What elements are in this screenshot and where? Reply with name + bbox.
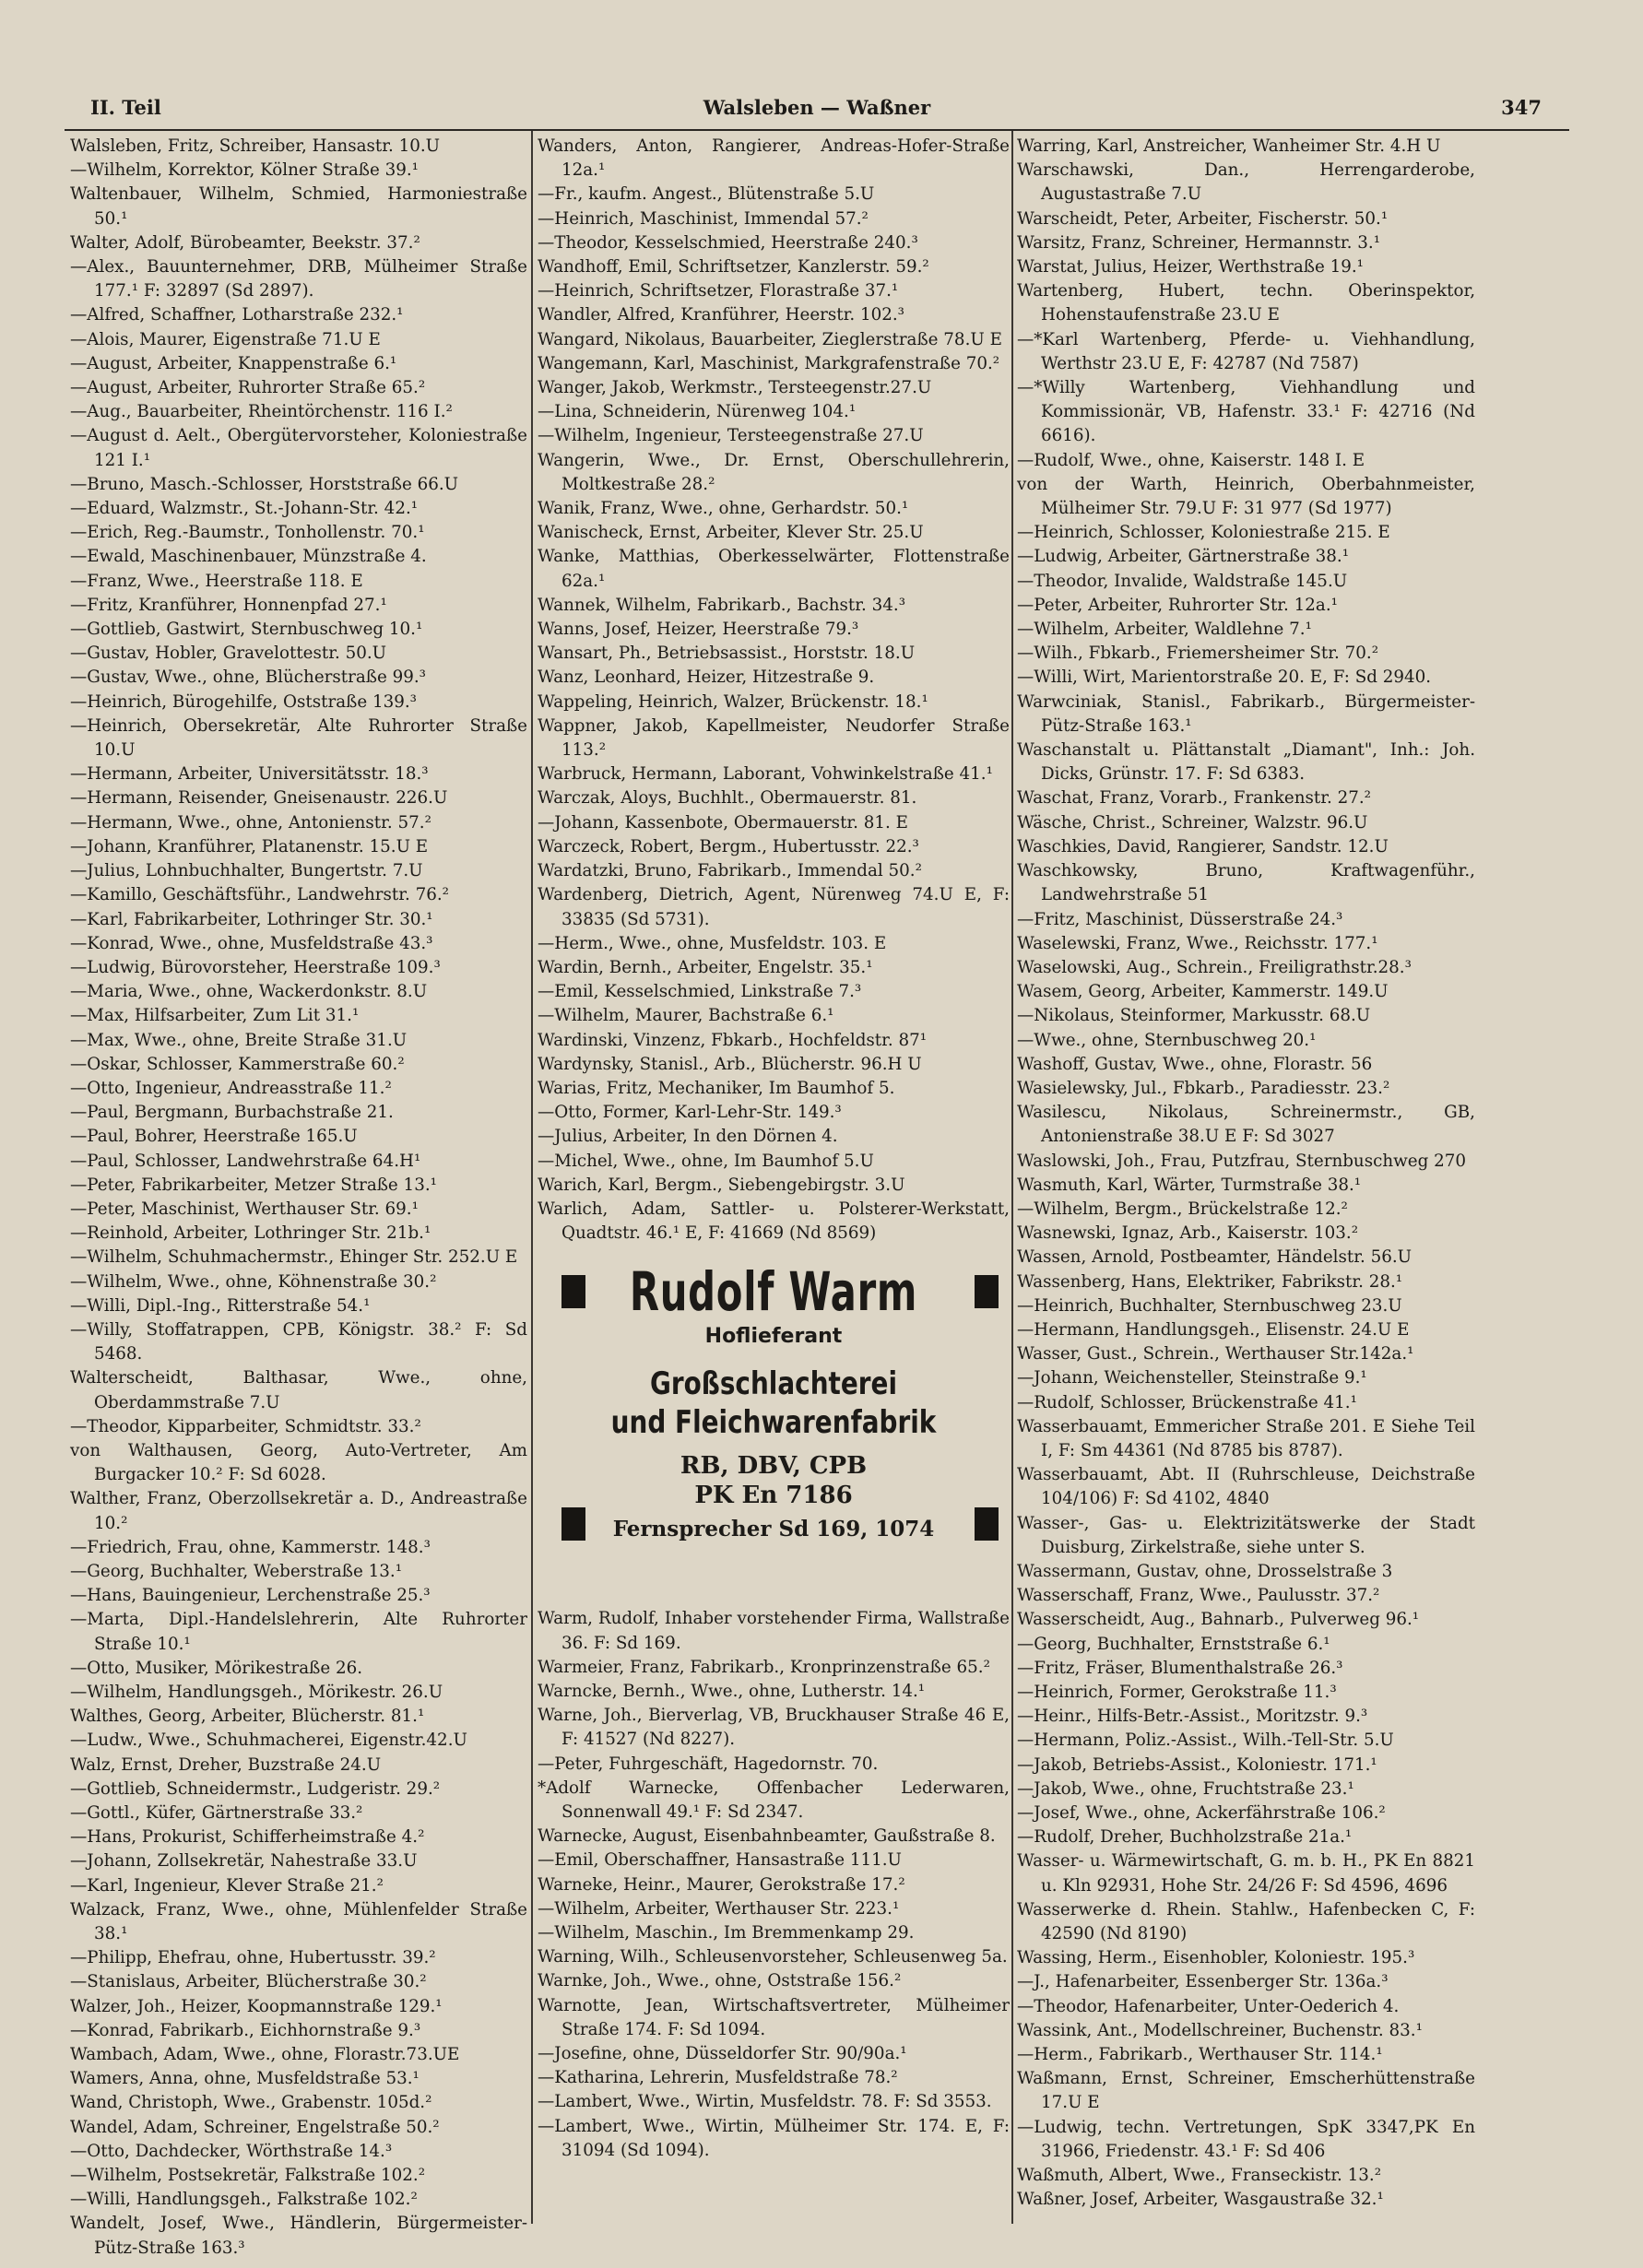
directory-entry: Warlich, Adam, Sattler- u. Polsterer-Werkstatt, Quadtstr. 46.¹ E, F: 41669 (Nd 8569) [538,1199,1010,1244]
directory-entry: Wasielewsky, Jul., Fbkarb., Paradiesstr. 23.² [1017,1078,1390,1098]
directory-entry: —Peter, Maschinist, Werthauser Str. 69.¹ [70,1199,419,1219]
directory-entry: —Lina, Schneiderin, Nürenweg 104.¹ [538,402,857,422]
directory-entry: Warm, Rudolf, Inhaber vorstehender Firma, Wallstraße 36. F: Sd 169. [538,1609,1010,1653]
directory-entry: —Gottl., Küfer, Gärtnerstraße 33.² [70,1803,363,1824]
directory-entry: Warning, Wilh., Schleusenvorsteher, Schleusenweg 5a. [538,1947,1008,1967]
directory-entry: —Reinhold, Arbeiter, Lothringer Str. 21b.¹ [70,1223,431,1244]
directory-entry: —August d. Aelt., Obergütervorsteher, Koloniestraße 121 I.¹ [70,426,527,470]
directory-entry: Washoff, Gustav, Wwe., ohne, Florastr. 56 [1017,1054,1373,1074]
directory-entry: —Wilhelm, Wwe., ohne, Köhnenstraße 30.² [70,1271,437,1292]
directory-entry: —Willi, Dipl.-Ing., Ritterstraße 54.¹ [70,1295,371,1316]
directory-entry: Waselowski, Aug., Schrein., Freiligrathstr.28.³ [1017,957,1412,977]
directory-entry: —Karl, Fabrikarbeiter, Lothringer Str. 30.¹ [70,909,433,929]
directory-entry: —Paul, Schlosser, Landwehrstraße 64.H¹ [70,1151,421,1171]
directory-entry: Warmeier, Franz, Fabrikarb., Kronprinzenstraße 65.² [538,1657,990,1677]
directory-entry: —Fr., kaufm. Angest., Blütenstraße 5.U [538,184,875,205]
directory-entry: —Max, Wwe., ohne, Breite Straße 31.U [70,1030,408,1050]
directory-entry: —Aug., Bauarbeiter, Rheintörchenstr. 116 I.² [70,402,453,422]
ad-line: und Fleichwarenfabrik [610,1403,937,1441]
directory-entry: —August, Arbeiter, Ruhrorter Straße 65.² [70,378,426,398]
directory-entry: —Alfred, Schaffner, Lotharstraße 232.¹ [70,305,404,325]
directory-entry: —Wilhelm, Korrektor, Kölner Straße 39.¹ [70,160,420,181]
directory-entry: Wanz, Leonhard, Heizer, Hitzestraße 9. [538,667,875,688]
page-number: 347 [1501,96,1542,119]
ad-corner-block [561,1275,585,1308]
directory-entry: —Wilhelm, Maurer, Bachstraße 6.¹ [538,1006,834,1026]
directory-entry: Walz, Ernst, Dreher, Buzstraße 24.U [70,1754,382,1775]
directory-entry: —Gustav, Hobler, Gravelottestr. 50.U [70,644,387,664]
directory-entry: —Konrad, Wwe., ohne, Musfeldstraße 43.³ [70,933,433,953]
directory-entry: Waschkies, David, Rangierer, Sandstr. 12.U [1017,836,1389,856]
directory-entry: —Paul, Bergmann, Burbachstraße 21. [70,1103,394,1123]
directory-entry: Wasmuth, Karl, Wärter, Turmstraße 38.¹ [1017,1175,1362,1195]
directory-entry: —Lambert, Wwe., Wirtin, Musfeldstr. 78. F: Sd 3553. [538,2092,992,2112]
directory-entry: —Wwe., ohne, Sternbuschweg 20.¹ [1017,1030,1317,1050]
directory-entry: Wansart, Ph., Betriebsassist., Horststr. 18.U [538,644,916,664]
directory-entry: Wasserwerke d. Rhein. Stahlw., Hafenbecken C, F: 42590 (Nd 8190) [1017,1899,1475,1944]
directory-entry: von der Warth, Heinrich, Oberbahnmeister, Mülheimer Str. 79.U F: 31 977 (Sd 1977) [1017,474,1475,519]
directory-entry: —Theodor, Kipparbeiter, Schmidtstr. 33.² [70,1416,421,1436]
directory-entry: —Willy, Stoffatrappen, CPB, Königstr. 38.² F: Sd 5468. [70,1319,527,1364]
directory-entry: —Rudolf, Schlosser, Brückenstraße 41.¹ [1017,1392,1357,1412]
directory-entry: Warczak, Aloys, Buchhlt., Obermauerstr. 81. [538,788,917,809]
directory-entry: —Heinrich, Schlosser, Koloniestraße 215. E [1017,523,1390,543]
directory-entry: Wasserschaff, Franz, Wwe., Paulusstr. 37.² [1017,1586,1380,1606]
directory-entry: Wasserscheidt, Aug., Bahnarb., Pulverweg 96.¹ [1017,1610,1420,1630]
directory-entry: Wamers, Anna, ohne, Musfeldstraße 53.¹ [70,2069,420,2089]
directory-entry: —Johann, Weichensteller, Steinstraße 9.¹ [1017,1368,1367,1388]
directory-entry: —Otto, Former, Karl-Lehr-Str. 149.³ [538,1103,842,1123]
directory-entry: Waslowski, Joh., Frau, Putzfrau, Sternbuschweg 270 [1017,1151,1466,1171]
directory-entry: —Gustav, Wwe., ohne, Blücherstraße 99.³ [70,667,426,688]
entry-list [1017,135,1475,2212]
directory-entry: Wassen, Arnold, Postbeamter, Händelstr. 56.U [1017,1247,1413,1268]
directory-entry: Walther, Franz, Oberzollsekretär a. D., Andreastraße 10.² [70,1489,527,1533]
directory-entry: Waschanstalt u. Plättanstalt „Diamant", Inh.: Joh. Dicks, Grünstr. 17. F: Sd 6383. [1017,740,1475,785]
directory-entry: —Alex., Bauunternehmer, DRB, Mülheimer Straße 177.¹ F: 32897 (Sd 2897). [70,257,527,301]
ad-subtitle: Hoflieferant [704,1325,843,1349]
directory-entry: Warnke, Joh., Wwe., ohne, Oststraße 156.² [538,1971,902,1991]
column-divider [531,131,533,2224]
directory-entry: —Heinrich, Obersekretär, Alte Ruhrorter Straße 10.U [70,715,527,761]
directory-entry: —Theodor, Invalide, Waldstraße 145.U [1017,571,1348,591]
directory-entry: Wartenberg, Hubert, techn. Oberinspektor, Hohenstaufenstraße 23.U E [1017,281,1475,325]
directory-entry: Wasem, Georg, Arbeiter, Kammerstr. 149.U [1017,982,1389,1002]
directory-entry: —Nikolaus, Steinformer, Markusstr. 68.U [1017,1006,1371,1026]
directory-entry: —Ludw., Wwe., Schuhmacherei, Eigenstr.42.U [70,1731,467,1751]
column-divider [1011,131,1013,2224]
directory-entry: Wandler, Alfred, Kranführer, Heerstr. 102.³ [538,305,905,325]
directory-entry: —Hans, Bauingenieur, Lerchenstraße 25.³ [70,1586,431,1606]
directory-entry: —Alois, Maurer, Eigenstraße 71.U E [70,329,381,349]
directory-entry: —Julius, Arbeiter, In den Dörnen 4. [538,1127,838,1147]
ad-corner-block [975,1507,999,1541]
column-2 [538,135,1010,2227]
directory-entry: —Herm., Fabrikarb., Werthauser Str. 114.¹ [1017,2045,1383,2065]
directory-entry: Walterscheidt, Balthasar, Wwe., ohne, Oberdammstraße 7.U [70,1368,527,1412]
directory-entry: Wangard, Nikolaus, Bauarbeiter, Zieglerstraße 78.U E [538,329,1002,349]
directory-entry: —August, Arbeiter, Knappenstraße 6.¹ [70,353,397,373]
directory-entry: —Ludwig, techn. Vertretungen, SpK 3347,PK En 31966, Friedenstr. 43.¹ F: Sd 406 [1017,2117,1475,2161]
directory-entry: Walter, Adolf, Bürobeamter, Beekstr. 37.² [70,232,420,253]
directory-entry: Waltenbauer, Wilhelm, Schmied, Harmoniestraße 50.¹ [70,184,527,229]
directory-entry: —J., Hafenarbeiter, Essenberger Str. 136a.³ [1017,1972,1389,1992]
directory-entry: —Otto, Musiker, Mörikestraße 26. [70,1658,363,1678]
directory-entry: —Georg, Buchhalter, Weberstraße 13.¹ [70,1561,403,1581]
directory-entry: Wand, Christoph, Wwe., Grabenstr. 105d.² [70,2093,432,2113]
directory-entry: *Adolf Warnecke, Offenbacher Lederwaren, Sonnenwall 49.¹ F: Sd 2347. [538,1778,1010,1822]
directory-entry: —Peter, Fuhrgeschäft, Hagedornstr. 70. [538,1754,879,1774]
directory-entry: —Georg, Buchhalter, Ernststraße 6.¹ [1017,1634,1330,1654]
directory-entry: —Wilhelm, Maschin., Im Bremmenkamp 29. [538,1922,915,1943]
directory-entry: Wassermann, Gustav, ohne, Drosselstraße 3 [1017,1561,1393,1581]
directory-entry: —Gottlieb, Schneidermstr., Ludgeristr. 29.² [70,1778,441,1799]
directory-entry: —Theodor, Kesselschmied, Heerstraße 240.³ [538,232,918,253]
directory-entry: Warwciniak, Stanisl., Fabrikarb., Bürgermeister-Pütz-Straße 163.¹ [1017,691,1475,736]
directory-entry: Wäsche, Christ., Schreiner, Walzstr. 96.U [1017,812,1368,833]
directory-entry: —Jakob, Betriebs-Assist., Koloniestr. 171.¹ [1017,1754,1377,1775]
advertisement [538,1262,1010,1594]
directory-entry: —Willi, Wirt, Marientorstraße 20. E, F: Sd 2940. [1017,667,1432,688]
directory-entry: Waßmuth, Albert, Wwe., Franseckistr. 13.² [1017,2166,1382,2186]
directory-entry: Wanischeck, Ernst, Arbeiter, Klever Str. 25.U [538,523,924,543]
directory-entry: Warsitz, Franz, Schreiner, Hermannstr. 3.¹ [1017,232,1381,253]
directory-entry: Warstat, Julius, Heizer, Werthstraße 19.¹ [1017,257,1365,278]
directory-entry: Walsleben, Fritz, Schreiber, Hansastr. 10.U [70,136,441,156]
directory-entry: —Konrad, Fabrikarb., Eichhornstraße 9.³ [70,2020,421,2040]
directory-entry: Wangemann, Karl, Maschinist, Markgrafenstraße 70.² [538,353,1000,373]
directory-entry: Waschkowsky, Bruno, Kraftwagenführ., Landwehrstraße 51 [1017,861,1475,905]
directory-entry: Walthes, Georg, Arbeiter, Blücherstr. 81.¹ [70,1707,425,1727]
ad-company-name: Rudolf Warm [629,1260,918,1324]
directory-entry: —Franz, Wwe., Heerstraße 118. E [70,571,363,591]
entry-list [538,1607,1010,2163]
directory-entry: Wangerin, Wwe., Dr. Ernst, Oberschullehrerin, Moltkestraße 28.² [538,450,1010,494]
running-title: Walsleben — Waßner [703,96,931,119]
directory-entry: —Otto, Ingenieur, Andreasstraße 11.² [70,1078,392,1098]
directory-entry: Wambach, Adam, Wwe., ohne, Florastr.73.UE [70,2045,460,2065]
section-label: II. Teil [90,96,161,119]
directory-entry: Warneke, Heinr., Maurer, Gerokstraße 17.² [538,1874,905,1895]
directory-entry: —Josef, Wwe., ohne, Ackerfährstraße 106.² [1017,1803,1386,1824]
directory-entry: Wassink, Ant., Modellschreiner, Buchenstr. 83.¹ [1017,2020,1423,2040]
directory-entry: Wappner, Jakob, Kapellmeister, Neudorfer Straße 113.² [538,715,1010,761]
directory-entry: Warbruck, Hermann, Laborant, Vohwinkelstraße 41.¹ [538,764,993,785]
directory-entry: —Lambert, Wwe., Wirtin, Mülheimer Str. 174. E, F: 31094 (Sd 1094). [538,2116,1010,2160]
directory-entry: Wasilescu, Nikolaus, Schreinermstr., GB, Antonienstraße 38.U E F: Sd 3027 [1017,1103,1475,1147]
directory-entry: —Jakob, Wwe., ohne, Fruchtstraße 23.¹ [1017,1778,1354,1799]
directory-entry: —Gottlieb, Gastwirt, Sternbuschweg 10.¹ [70,620,423,640]
directory-entry: —Ludwig, Arbeiter, Gärtnerstraße 38.¹ [1017,547,1350,567]
directory-entry: —Bruno, Masch.-Schlosser, Horststraße 66.U [70,474,459,494]
directory-entry: Wasserbauamt, Abt. II (Ruhrschleuse, Deichstraße 104/106) F: Sd 4102, 4840 [1017,1465,1475,1509]
directory-entry: Wasser, Gust., Schrein., Werthauser Str.142a.¹ [1017,1344,1414,1364]
directory-entry: —Julius, Lohnbuchhalter, Bungertstr. 7.U [70,861,423,881]
directory-entry: Warnotte, Jean, Wirtschaftsvertreter, Mülheimer Straße 174. F: Sd 1094. [538,1995,1010,2039]
ad-phone: Fernsprecher Sd 169, 1074 [612,1516,935,1542]
directory-entry: —Rudolf, Wwe., ohne, Kaiserstr. 148 I. E [1017,450,1365,470]
ad-corner-block [975,1275,999,1308]
directory-entry: —Peter, Arbeiter, Ruhrorter Str. 12a.¹ [1017,595,1338,615]
directory-entry: —Willi, Handlungsgeh., Falkstraße 102.² [70,2190,418,2210]
directory-entry: Wandelt, Josef, Wwe., Händlerin, Bürgermeister-Pütz-Straße 163.³ [70,2214,527,2258]
directory-entry: —Wilhelm, Handlungsgeh., Mörikestr. 26.U [70,1683,443,1702]
directory-entry: Warring, Karl, Anstreicher, Wanheimer Str. 4.H U [1017,136,1441,156]
directory-entry: Wasserbauamt, Emmericher Straße 201. E Siehe Teil I, F: Sm 44361 (Nd 8785 bis 8787). [1017,1416,1475,1460]
directory-entry: Wassenberg, Hans, Elektriker, Fabrikstr. 28.¹ [1017,1271,1403,1292]
directory-entry: —Paul, Bohrer, Heerstraße 165.U [70,1127,358,1147]
directory-entry: —Heinr., Hilfs-Betr.-Assist., Moritzstr. 9.³ [1017,1707,1368,1727]
column-3 [1017,135,1475,2227]
ad-corner-block [561,1507,585,1541]
directory-entry: —Friedrich, Frau, ohne, Kammerstr. 148.³ [70,1537,431,1557]
directory-entry: Wardatzki, Bruno, Fabrikarb., Immendal 50.² [538,861,922,881]
directory-entry: —Karl, Ingenieur, Klever Straße 21.² [70,1875,384,1896]
directory-entry: —*Karl Wartenberg, Pferde- u. Viehhandlung, Werthstr 23.U E, F: 42787 (Nd 7587) [1017,329,1475,373]
directory-entry: Warschawski, Dan., Herrengarderobe, Augustastraße 7.U [1017,160,1475,205]
directory-entry: —Herm., Wwe., ohne, Musfeldstr. 103. E [538,933,887,953]
directory-entry: —Kamillo, Geschäftsführ., Landwehrstr. 76.² [70,885,450,905]
directory-entry: —Wilhelm, Arbeiter, Waldlehne 7.¹ [1017,620,1312,640]
directory-entry: —Hermann, Reisender, Gneisenaustr. 226.U [70,788,448,809]
directory-entry: Waßmann, Ernst, Schreiner, Emscherhüttenstraße 17.U E [1017,2069,1475,2113]
directory-entry: —Heinrich, Former, Gerokstraße 11.³ [1017,1683,1337,1702]
directory-entry: —Hans, Prokurist, Schifferheimstraße 4.² [70,1827,425,1848]
directory-entry: Wannek, Wilhelm, Fabrikarb., Bachstr. 34.³ [538,595,906,615]
entry-list [70,135,527,2261]
directory-entry: Wandel, Adam, Schreiner, Engelstraße 50.² [70,2117,440,2137]
directory-entry: —Otto, Dachdecker, Wörthstraße 14.³ [70,2141,393,2161]
directory-entry: —Heinrich, Buchhalter, Sternbuschweg 23.U [1017,1295,1402,1316]
directory-entry: Wardinski, Vinzenz, Fbkarb., Hochfeldstr. 87¹ [538,1030,928,1050]
directory-entry: Wardin, Bernh., Arbeiter, Engelstr. 35.¹ [538,957,873,977]
directory-entry: Warne, Joh., Bierverlag, VB, Bruckhauser Straße 46 E, F: 41527 (Nd 8227). [538,1706,1010,1750]
ad-line: RB, DBV, CPB [680,1451,868,1480]
directory-entry: —Rudolf, Dreher, Buchholzstraße 21a.¹ [1017,1827,1353,1848]
directory-entry: —Josefine, ohne, Düsseldorfer Str. 90/90a.¹ [538,2044,907,2063]
directory-entry: —Max, Hilfsarbeiter, Zum Lit 31.¹ [70,1006,360,1026]
directory-entry: —Ewald, Maschinenbauer, Münzstraße 4. [70,547,427,567]
directory-entry: von Walthausen, Georg, Auto-Vertreter, Am Burgacker 10.² F: Sd 6028. [70,1440,527,1485]
directory-entry: —Fritz, Maschinist, Düsserstraße 24.³ [1017,909,1343,929]
directory-entry: Wasser- u. Wärmewirtschaft, G. m. b. H., PK En 8821 u. Kln 92931, Hohe Str. 24/26 F: Sd 4596, 4696 [1017,1851,1475,1896]
directory-entry: —Wilhelm, Arbeiter, Werthauser Str. 223.¹ [538,1898,900,1919]
directory-entry: —Theodor, Hafenarbeiter, Unter-Oederich 4. [1017,1996,1400,2016]
directory-entry: Wanders, Anton, Rangierer, Andreas-Hofer-Straße 12a.¹ [538,136,1010,181]
directory-entry: —Stanislaus, Arbeiter, Blücherstraße 30.² [70,1972,427,1992]
directory-entry: —Wilhelm, Postsekretär, Falkstraße 102.² [70,2166,426,2186]
directory-entry: —Fritz, Fräser, Blumenthalstraße 26.³ [1017,1658,1343,1678]
directory-entry: Wardynsky, Stanisl., Arb., Blücherstr. 96.H U [538,1054,922,1074]
directory-entry: Waschat, Franz, Vorarb., Frankenstr. 27.² [1017,788,1372,809]
directory-entry: Wandhoff, Emil, Schriftsetzer, Kanzlerstr. 59.² [538,257,929,278]
directory-entry: Waselewski, Franz, Wwe., Reichsstr. 177.¹ [1017,933,1378,953]
directory-entry: —Heinrich, Schriftsetzer, Florastraße 37.¹ [538,281,899,301]
directory-entry: Wanns, Josef, Heizer, Heerstraße 79.³ [538,620,859,640]
directory-entry: —Hermann, Handlungsgeh., Elisenstr. 24.U E [1017,1319,1410,1340]
ad-line: Großschlachterei [649,1364,898,1402]
directory-entry: —Wilhelm, Bergm., Brückelstraße 12.² [1017,1199,1348,1219]
directory-entry: Warias, Fritz, Mechaniker, Im Baumhof 5. [538,1078,895,1098]
directory-entry: —Eduard, Walzmstr., St.-Johann-Str. 42.¹ [70,499,419,519]
ad-line: PK En 7186 [694,1481,853,1509]
directory-entry: Wanik, Franz, Wwe., ohne, Gerhardstr. 50.¹ [538,499,909,519]
directory-entry: —Hermann, Wwe., ohne, Antonienstr. 57.² [70,812,431,833]
entry-list [538,135,1010,1246]
directory-entry: —Katharina, Lehrerin, Musfeldstraße 78.² [538,2068,898,2088]
column-1 [70,135,527,2258]
directory-entry: —Emil, Kesselschmied, Linkstraße 7.³ [538,982,862,1002]
directory-entry: —Johann, Kranführer, Platanenstr. 15.U E [70,836,429,856]
directory-entry: Wassing, Herm., Eisenhobler, Koloniestr. 195.³ [1017,1948,1415,1968]
directory-entry: —Johann, Kassenbote, Obermauerstr. 81. E [538,812,908,833]
page-header [65,96,1569,127]
directory-entry: Walzack, Franz, Wwe., ohne, Mühlenfelder Straße 38.¹ [70,1899,527,1944]
directory-entry: Wasnewski, Ignaz, Arb., Kaiserstr. 103.² [1017,1223,1359,1244]
directory-entry: —Philipp, Ehefrau, ohne, Hubertusstr. 39.² [70,1948,436,1968]
directory-entry: —Oskar, Schlosser, Kammerstraße 60.² [70,1054,405,1074]
directory-entry: Walzer, Joh., Heizer, Koopmannstraße 129.¹ [70,1996,443,2016]
directory-entry: —Michel, Wwe., ohne, Im Baumhof 5.U [538,1151,874,1171]
directory-entry: Warczeck, Robert, Bergm., Hubertusstr. 22.³ [538,836,919,856]
directory-entry: —Wilhelm, Schuhmachermstr., Ehinger Str. 252.U E [70,1247,518,1268]
directory-entry: Warich, Karl, Bergm., Siebengebirgstr. 3.U [538,1175,905,1195]
header-rule [65,129,1569,131]
directory-entry: Warncke, Bernh., Wwe., ohne, Lutherstr. 14.¹ [538,1681,926,1701]
directory-entry: —Johann, Zollsekretär, Nahestraße 33.U [70,1851,418,1872]
directory-entry: —Ludwig, Bürovorsteher, Heerstraße 109.³ [70,957,441,977]
directory-entry: —Heinrich, Maschinist, Immendal 57.² [538,208,869,229]
directory-entry: Warnecke, August, Eisenbahnbeamter, Gaußstraße 8. [538,1826,996,1847]
directory-entry: Wanger, Jakob, Werkmstr., Tersteegenstr.27.U [538,378,932,398]
directory-entry: Warscheidt, Peter, Arbeiter, Fischerstr. 50.¹ [1017,208,1389,229]
directory-entry: —Maria, Wwe., ohne, Wackerdonkstr. 8.U [70,982,428,1002]
directory-entry: —Hermann, Arbeiter, Universitätsstr. 18.³ [70,764,429,785]
directory-entry: Wasser-, Gas- u. Elektrizitätswerke der Stadt Duisburg, Zirkelstraße, siehe unter S. [1017,1513,1475,1557]
directory-entry: —Wilh., Fbkarb., Friemersheimer Str. 70.² [1017,644,1379,664]
directory-entry: —Wilhelm, Ingenieur, Tersteegenstraße 27.U [538,426,924,446]
directory-entry: Wardenberg, Dietrich, Agent, Nürenweg 74.U E, F: 33835 (Sd 5731). [538,885,1010,929]
directory-entry: Wappeling, Heinrich, Walzer, Brückenstr. 18.¹ [538,691,928,712]
directory-entry: Waßner, Josef, Arbeiter, Wasgaustraße 32.¹ [1017,2190,1384,2210]
directory-entry: —Peter, Fabrikarbeiter, Metzer Straße 13.¹ [70,1175,437,1195]
directory-entry: —Fritz, Kranführer, Honnenpfad 27.¹ [70,595,387,615]
directory-entry: —Marta, Dipl.-Handelslehrerin, Alte Ruhrorter Straße 10.¹ [70,1610,527,1654]
directory-entry: Wanke, Matthias, Oberkesselwärter, Flottenstraße 62a.¹ [538,547,1010,591]
directory-entry: —Erich, Reg.-Baumstr., Tonhollenstr. 70.¹ [70,523,425,543]
directory-entry: —*Willy Wartenberg, Viehhandlung und Kommissionär, VB, Hafenstr. 33.¹ F: 42716 (Nd 6616). [1017,378,1475,446]
directory-entry: —Hermann, Poliz.-Assist., Wilh.-Tell-Str. 5.U [1017,1731,1394,1751]
directory-entry: —Heinrich, Bürogehilfe, Oststraße 139.³ [70,691,417,712]
directory-entry: —Emil, Oberschaffner, Hansastraße 111.U [538,1850,902,1871]
